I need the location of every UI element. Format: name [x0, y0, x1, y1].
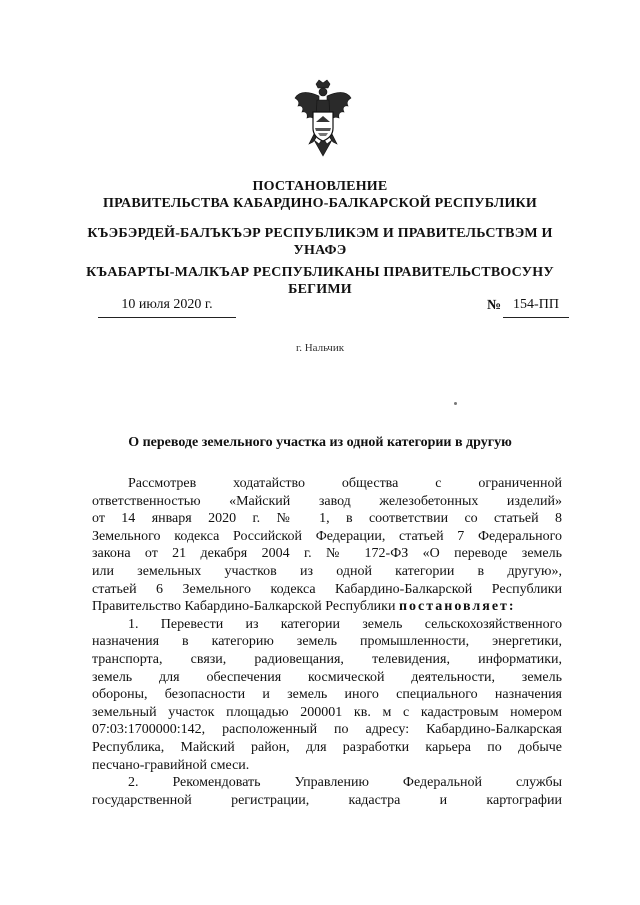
header-line: ПРАВИТЕЛЬСТВА КАБАРДИНО-БАЛКАРСКОЙ РЕСПУБЛИКИ	[102, 196, 538, 211]
coat-of-arms-eagle-icon	[292, 78, 354, 160]
document-date-field	[98, 297, 236, 319]
scan-speck	[454, 402, 457, 405]
document-header-kabardian	[60, 225, 580, 259]
body-line: от 14 января 2020 г. № 1, в соответствии со статьей 8	[92, 511, 562, 527]
resolution-keyword: постановляет:	[398, 599, 516, 615]
document-number-field	[503, 297, 569, 319]
body-line: транспорта, связи, радиовещания, телевидения, информатики,	[92, 651, 562, 667]
header-line: КЪАБАРТЫ-МАЛКЪАР РЕСПУБЛИКАНЫ ПРАВИТЕЛЬСТВОСУНУ	[86, 265, 554, 280]
body-line: земель для обеспечения космической деятельности, земель	[92, 669, 562, 685]
header-line: ПОСТАНОВЛЕНИЕ	[252, 179, 388, 194]
document-number: 154-ПП	[513, 297, 559, 312]
document-title: О переводе земельного участка из одной категории в другую	[128, 435, 512, 450]
header-line: БЕГИМИ	[288, 282, 352, 297]
body-line: 2. Рекомендовать Управлению Федеральной службы	[128, 775, 562, 791]
body-line: закона от 21 декабря 2004 г. № 172-ФЗ «О переводе земель	[92, 546, 562, 562]
body-line: или земельных участков из одной категории в другую»,	[92, 563, 562, 579]
body-line: назначения в категорию земель промышленности, энергетики,	[92, 634, 562, 650]
header-line: КЪЭБЭРДЕЙ-БАЛЪКЪЭР РЕСПУБЛИКЭМ И ПРАВИТЕЛЬСТВЭМ И	[87, 226, 553, 241]
header-line: УНАФЭ	[293, 243, 347, 258]
document-header-balkar	[60, 264, 580, 298]
body-line: Земельного кодекса Российской Федерации, статьей 7 Федерального	[92, 528, 562, 544]
document-date: 10 июля 2020 г.	[121, 297, 213, 312]
body-line: 1. Перевести из категории земель сельскохозяйственного	[128, 616, 562, 632]
body-line: статьей 6 Земельного кодекса Кабардино-Балкарской Республики	[92, 581, 562, 597]
body-line: Рассмотрев ходатайство общества с ограниченной	[128, 476, 562, 491]
document-header	[60, 178, 580, 212]
body-line: земельный участок площадью 200001 кв. м с кадастровым номером	[92, 704, 562, 720]
body-line: 07:03:1700000:142, расположенный по адресу: Кабардино-Балкарская	[92, 722, 562, 738]
body-line: Республика, Майский район, для разработки карьера по добыче	[92, 739, 562, 755]
number-sign: №	[487, 298, 502, 313]
document-city: г. Нальчик	[295, 342, 345, 354]
body-line-resolution	[92, 598, 562, 616]
body-line: песчано-гравийной смеси.	[92, 757, 250, 773]
body-line: ответственностью «Майский завод железобетонных изделий»	[92, 493, 562, 509]
body-text: Правительство Кабардино-Балкарской Республики	[92, 599, 396, 615]
date-underline	[98, 317, 236, 318]
document-body	[92, 475, 562, 809]
number-underline	[503, 317, 569, 318]
body-line: обороны, безопасности и земель иного специального назначения	[92, 687, 562, 703]
body-line: государственной регистрации, кадастра и картографии	[92, 792, 562, 808]
